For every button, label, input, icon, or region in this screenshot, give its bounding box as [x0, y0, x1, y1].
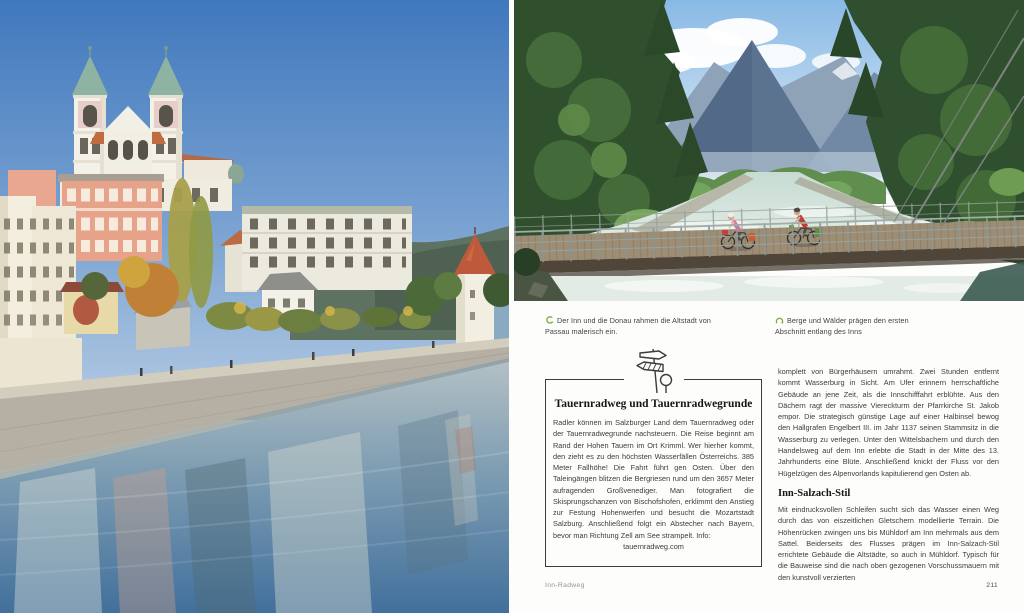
article-paragraph-1: komplett von Bürgerhäusern umrahmt. Zwei Stunden entfernt kommt Wasserburg in Sicht. Am Ufer erinnern herrschaftliche Gebäude an jene Zeit, als die Innschifffahrt erblühte. Aus den Dächern ragt der massive Viereckturm der Pfarrkirche St. Jakob empor. Die strategisch günstige Lage auf einer Halbinsel bewog den Hallgrafen Engelbert III. im Jahr 1137 seinen Stammsitz in die Wasserburg zu verlegen. Unter den Wittelsbachern und durch den Handelsweg auf dem Inn erlebte die Stadt in der Mitte des 13. Jahrhunderts eine Blüte. Anschließend knickt der Fluss vor den Hügelzügen des Alpenvorlands kapitulierend gen Osten ab. [778, 367, 999, 478]
photo-reference-left-arrow-icon [545, 316, 554, 324]
photo-passau-altstadt [0, 0, 509, 613]
large-building [220, 206, 412, 292]
caption-right-text: Berge und Wälder prägen den ersten Abschnitt entlang des Inns [775, 316, 909, 336]
caption-left-text: Der Inn und die Donau rahmen die Altstadt von Passau malerisch ein. [545, 316, 711, 336]
footer-page-number: 211 [986, 582, 998, 589]
info-box-url: tauernradweg.com [623, 541, 684, 551]
photo-reference-up-arrow-icon [775, 316, 784, 324]
article-column [778, 366, 999, 583]
article-heading-inn-salzach-stil: Inn-Salzach-Stil [778, 487, 851, 499]
caption-left-photo [545, 316, 717, 337]
info-box-title: Tauernradweg und Tauernradwegrunde [554, 398, 753, 410]
tauernradweg-info-box [545, 379, 762, 567]
photo-inn-bridge-cyclists [514, 0, 1024, 301]
book-right-page [514, 0, 1024, 613]
photo-inn-illustration [514, 0, 1024, 301]
photo-passau-illustration [0, 0, 509, 613]
signpost-icon [624, 346, 684, 394]
info-box-body: Radler können im Salzburger Land dem Tauernradweg oder der Tauernradwegrunde nachsteuern. Die Reise beginnt am Rand der Hohen Tauern im Ort Krimml. Wer hierher kommt, den zieht es zu den höchsten Wasserfällen Österreichs. 385 Meter Fallhöhe! Die Fahrt führt gen Osten. Über den Taleingängen blitzen die Bergriesen rund um den 3657 Meter aufragenden Großvenediger. Man fotografiert die Skisprungschanzen von Bischofshofen, erklimmt den Anstieg zur Festung Hohenwerfen und besucht die Mozartstadt Salzburg. Anschließend folgt ein Abstecher nach Bayern, bevor man Richtung Zell am See strampelt. Info: [553, 418, 754, 540]
article-paragraph-2: Mit eindrucksvollen Schleifen sucht sich das Wasser einen Weg durch das von eiszeitlichen Gletschern modellierte Terrain. Die Höhenrücken zwingen uns bis Mühldorf am Inn mehrmals aus dem Sattel. Beiderseits des Flusses prägen im Inn-Salzach-Stil errichtete Gebäude die Altstädte, so auch in Mühldorf. Typisch für die Bauweise sind die nach oben gezogenen Vorschussmauern mit den kunstvoll verzierten [778, 504, 999, 582]
footer-chapter-label: Inn-Radweg [545, 582, 585, 589]
caption-right-photo [775, 316, 930, 337]
